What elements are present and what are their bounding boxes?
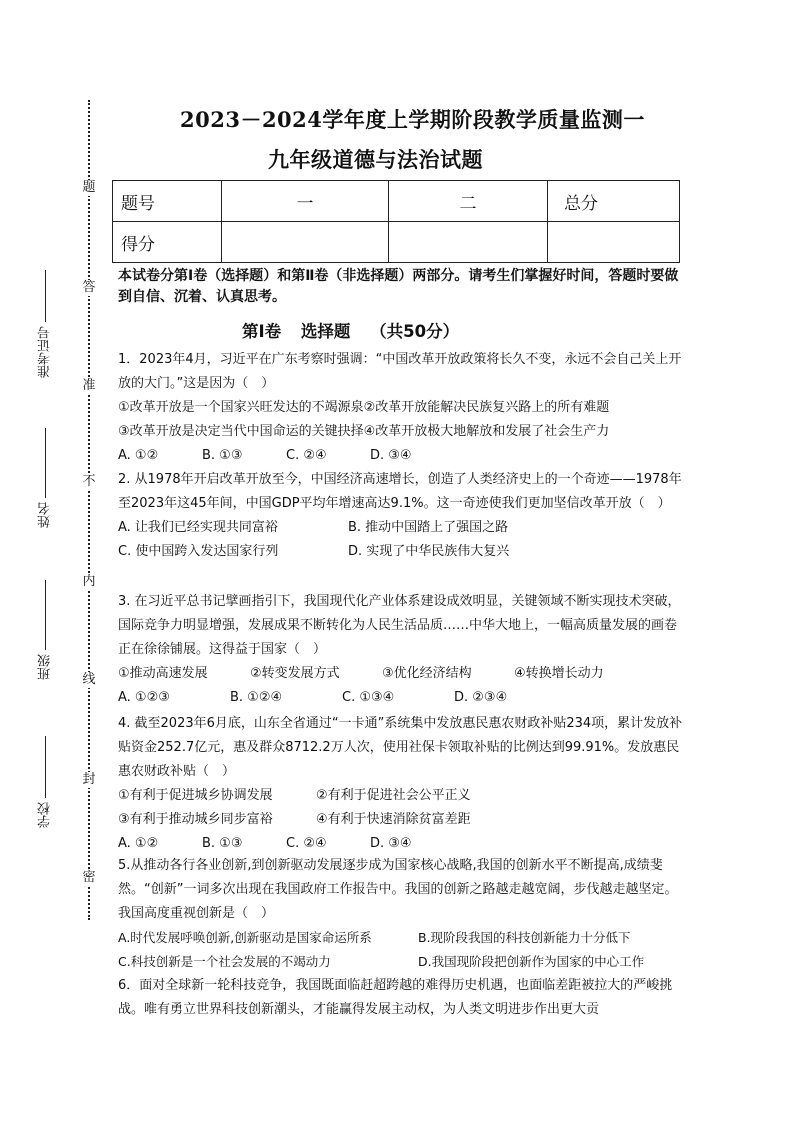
class-label: 班级 <box>37 654 53 680</box>
option-b[interactable]: B. ①②④ <box>230 690 283 705</box>
table-row <box>113 222 680 263</box>
binding-mark: 密 <box>78 870 100 886</box>
score-table <box>112 180 680 263</box>
exam-subtitle: 九年级道德与法治试题 <box>268 147 483 172</box>
name-label: 姓名 <box>37 502 53 528</box>
option-a[interactable]: A. ①②③ <box>118 690 170 705</box>
question-4 <box>118 712 684 856</box>
table-cell: 得分 <box>113 222 222 263</box>
binding-mark: 准 <box>78 378 100 394</box>
score-cell[interactable] <box>222 222 389 263</box>
table-cell: 总分 <box>548 181 680 222</box>
score-cell[interactable] <box>389 222 548 263</box>
option-b[interactable]: B.现阶段我国的科技创新能力十分低下 <box>418 930 631 945</box>
name-field[interactable] <box>34 428 56 528</box>
binding-mark: 内 <box>78 574 100 590</box>
option-d[interactable]: D.我国现阶段把创新作为国家的中心工作 <box>418 954 645 969</box>
statement: ①有利于促进城乡协调发展 <box>118 788 273 803</box>
table-cell: 一 <box>222 181 389 222</box>
question-2 <box>118 468 684 564</box>
binding-dotted-line <box>88 100 90 920</box>
statement: ②有利于促进社会公平正义 <box>316 788 471 803</box>
options-row <box>118 832 684 856</box>
exam-number-field[interactable] <box>34 270 56 378</box>
statement: ③有利于推动城乡同步富裕 <box>118 812 273 827</box>
score-cell[interactable] <box>548 222 680 263</box>
options-row <box>118 444 684 468</box>
statement: ④转换增长动力 <box>514 666 604 681</box>
options-row <box>118 686 684 710</box>
binding-mark: 封 <box>78 772 100 788</box>
table-cell: 题号 <box>113 181 222 222</box>
question-stem: 2. 从1978年开启改革开放至今，中国经济高速增长，创造了人类经济史上的一个奇迹——1978年至2023年这45年间，中国GDP平均年增速高达9.1%。这一奇迹使我们更加坚信改革开放（ ） <box>118 472 682 511</box>
binding-mark: 不 <box>78 474 100 490</box>
instructions-note: 本试卷分第Ⅰ卷（选择题）和第Ⅱ卷（非选择题）两部分。请考生们掌握好时间，答题时要做到自信、沉着、认真思考。 <box>118 268 679 305</box>
school-field[interactable] <box>34 736 56 828</box>
option-b[interactable]: B. ①③ <box>202 448 243 463</box>
options-row <box>118 516 684 540</box>
school-label: 学校 <box>37 802 53 828</box>
table-row <box>113 181 680 222</box>
binding-mark: 线 <box>78 672 100 688</box>
statements-row <box>118 808 684 832</box>
question-stem: 4. 截至2023年6月底，山东全省通过“一卡通”系统集中发放惠民惠农财政补贴234项，累计发放补贴资金252.7亿元，惠及群众8712.2万人次，使用社保卡领取补贴的比例达到99.91%。发放惠民惠农财政补贴（ ） <box>118 716 683 779</box>
option-c[interactable]: C. ②④ <box>286 836 327 851</box>
question-stem: 1．2023年4月，习近平在广东考察时强调：“中国改革开放政策将长久不变，永远不会自己关上开放的大门。”这是因为（ ） <box>118 352 682 391</box>
option-b[interactable]: B. ①③ <box>202 836 243 851</box>
statements-row <box>118 662 684 686</box>
option-c[interactable]: C. 使中国跨入发达国家行列 <box>118 544 279 559</box>
statement: ④有利于快速消除贫富差距 <box>316 812 471 827</box>
option-a[interactable]: A. ①② <box>118 448 159 463</box>
statement-line: ③改革开放是决定当代中国命运的关键抉择④改革开放极大地解放和发展了社会生产力 <box>118 424 610 439</box>
class-field[interactable] <box>34 580 56 680</box>
statement: ②转变发展方式 <box>250 666 340 681</box>
options-row <box>118 926 684 950</box>
binding-mark: 题 <box>78 180 100 196</box>
question-stem: 6．面对全球新一轮科技竞争，我国既面临赶超跨越的难得历史机遇，也面临差距被拉大的严峻挑战。唯有勇立世界科技创新潮头，才能赢得发展主动权，为人类文明进步作出更大贡 <box>118 978 673 1017</box>
option-b[interactable]: B. 推动中国踏上了强国之路 <box>348 520 509 535</box>
options-row <box>118 540 684 564</box>
statement: ③优化经济结构 <box>382 666 472 681</box>
option-c[interactable]: C. ②④ <box>286 448 327 463</box>
statements-row <box>118 784 684 808</box>
option-a[interactable]: A. 让我们已经实现共同富裕 <box>118 520 278 535</box>
question-stem: 5.从推动各行各业创新,到创新驱动发展逐步成为国家核心战略,我国的创新水平不断提高,成绩斐然。“创新”一词多次出现在我国政府工作报告中。我国的创新之路越走越宽阔，步伐越走越坚定。我国高度重视创新是（ ） <box>118 858 678 921</box>
question-1 <box>118 348 684 468</box>
question-3 <box>118 590 684 710</box>
option-d[interactable]: D. 实现了中华民族伟大复兴 <box>348 544 510 559</box>
exam-title: 2023－2024学年度上学期阶段教学质量监测一 <box>180 107 645 132</box>
options-row <box>118 950 684 974</box>
option-c[interactable]: C.科技创新是一个社会发展的不竭动力 <box>118 954 331 969</box>
option-c[interactable]: C. ①③④ <box>342 690 395 705</box>
option-a[interactable]: A.时代发展呼唤创新,创新驱动是国家命运所系 <box>118 930 372 945</box>
question-5 <box>118 854 684 974</box>
question-6 <box>118 974 684 1022</box>
option-a[interactable]: A. ①② <box>118 836 159 851</box>
binding-mark: 答 <box>78 280 100 296</box>
option-d[interactable]: D. ②③④ <box>454 690 508 705</box>
section-title: 第Ⅰ卷 选择题 （共50分） <box>242 322 460 341</box>
statement-line: ①改革开放是一个国家兴旺发达的不竭源泉②改革开放能解决民族复兴路上的所有难题 <box>118 400 610 415</box>
option-d[interactable]: D. ③④ <box>370 836 412 851</box>
table-cell: 二 <box>389 181 548 222</box>
option-d[interactable]: D. ③④ <box>370 448 412 463</box>
statement: ①推动高速发展 <box>118 666 208 681</box>
exam-number-label: 准考证号 <box>37 326 53 378</box>
question-stem: 3. 在习近平总书记擘画指引下，我国现代化产业体系建设成效明显，关键领域不断实现技术突破，国际竞争力明显增强，发展成果不断转化为人民生活品质……中华大地上，一幅高质量发展的画卷正在徐徐铺展。这得益于国家（ ） <box>118 594 681 657</box>
